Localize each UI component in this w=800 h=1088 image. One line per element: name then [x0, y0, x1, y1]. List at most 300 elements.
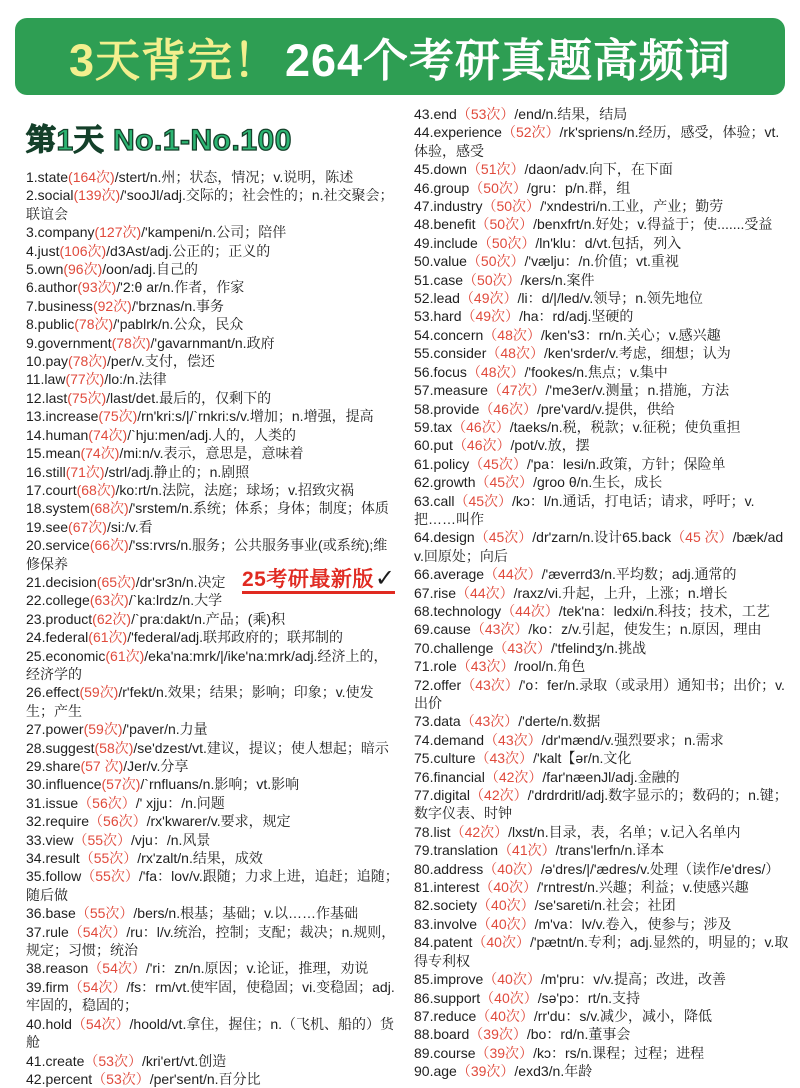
entry-count: （46次） — [452, 437, 511, 454]
entry-word: 9.government — [26, 334, 112, 351]
word-entry — [26, 242, 400, 260]
entry-count: (92次) — [92, 297, 132, 314]
word-entry — [414, 289, 790, 307]
entry-definition: /'xndestri/n.工业，产业；勤劳 — [540, 198, 724, 215]
entry-definition: /ha：rd/adj.坚硬的 — [519, 308, 634, 325]
entry-count: （40次） — [477, 915, 535, 932]
word-entry — [414, 105, 790, 123]
entry-count: （56次） — [78, 794, 136, 811]
entry-count: （55次） — [81, 868, 139, 885]
entry-word: 1.state — [26, 169, 69, 185]
entry-definition: /kers/n.案件 — [520, 271, 595, 288]
entry-count: (66次) — [89, 537, 129, 554]
entry-definition: /'brznas/n.事务 — [131, 297, 224, 314]
entry-word: 45.down — [414, 161, 467, 178]
entry-word: 12.last — [26, 389, 68, 406]
entry-count: （40次） — [480, 989, 538, 1006]
entry-word: 69.cause — [414, 621, 471, 638]
entry-count: （51次） — [466, 161, 525, 178]
entry-count: （40次） — [483, 860, 541, 877]
entry-count: （45次） — [469, 455, 527, 472]
word-entry — [414, 1007, 790, 1025]
word-entry — [26, 959, 400, 977]
entry-count: (58次) — [94, 739, 134, 756]
entry-definition: /'paver/n.力量 — [122, 721, 208, 738]
word-entry — [414, 915, 790, 933]
word-entry — [414, 381, 790, 399]
entry-word: 78.list — [414, 823, 451, 840]
entry-count: (61次) — [105, 647, 145, 664]
entry-count: （42次） — [450, 823, 509, 840]
entry-definition: /rk'spriens/n.经历，感受，体验；vt.体验，感受 — [414, 124, 780, 159]
entry-definition: /'fookes/n.焦点；v.集中 — [524, 363, 668, 380]
entry-count: (59次) — [79, 684, 119, 701]
entry-definition: /'vælju：/n.价值；vt.重视 — [524, 253, 679, 270]
entry-definition: /pre'vard/v.提供，供给 — [536, 400, 675, 417]
entry-definition: /strl/adj.静止的；n.剧照 — [104, 463, 250, 480]
entry-definition: /dr'zarn/n.设计 — [532, 529, 623, 546]
entry-count: (75次) — [67, 389, 107, 406]
entry-word: 76.financial — [414, 768, 485, 785]
entry-count: （50次） — [475, 216, 534, 233]
word-entry — [414, 271, 790, 289]
entry-count: (96次) — [63, 261, 103, 278]
entry-word: 36.base — [26, 905, 76, 922]
entry-word: 65.back — [622, 529, 672, 546]
entry-count: (78次) — [74, 316, 114, 333]
entry-definition: /dr'sr3n/n.决定 — [135, 573, 226, 590]
entry-word: 71.role — [414, 658, 457, 675]
entry-definition: /sə'pɔ：rt/n.支持 — [537, 989, 641, 1006]
entry-definition: /'pætnt/n.专利；adj.显然的，明显的；v.取得专利权 — [414, 934, 789, 969]
entry-definition: /'tfelindʒ/n.挑战 — [550, 639, 647, 656]
entry-definition: /`ka:lrdz/n.大学 — [128, 592, 223, 609]
entry-count: (74次) — [80, 445, 120, 462]
word-entry — [414, 989, 790, 1007]
entry-word: 52.lead — [414, 290, 460, 307]
entry-count: （55次） — [73, 831, 132, 848]
entry-definition: /pot/v.放，摆 — [510, 437, 590, 454]
entry-word: 88.board — [414, 1026, 470, 1043]
entry-word: 55.consider — [414, 345, 487, 362]
word-entry — [26, 564, 400, 592]
word-entry — [414, 123, 790, 160]
entry-count: （53次） — [84, 1052, 142, 1069]
word-list-left — [26, 168, 400, 1088]
entry-count: （46次） — [452, 418, 510, 435]
word-entry — [414, 492, 790, 529]
entry-count: （56次） — [89, 813, 147, 830]
entry-count: （50次） — [477, 234, 536, 251]
word-entry — [26, 260, 400, 278]
entry-definition: /dr'mænd/v.强烈要求；n.需求 — [541, 731, 724, 748]
entry-word: 39.firm — [26, 978, 69, 995]
word-entry — [26, 628, 400, 646]
entry-word: 28.suggest — [26, 739, 95, 756]
entry-definition: /`rnfluans/n.影响；vt.影响 — [140, 776, 300, 793]
entry-count: （42次） — [470, 787, 528, 804]
entry-word: 32.require — [26, 813, 90, 830]
entry-definition: /d3Ast/adj.公正的；正义的 — [106, 242, 271, 259]
word-entry — [26, 1015, 400, 1052]
entry-count: （53次） — [456, 106, 515, 122]
entry-definition: /benxfrt/n.好处；v.得益于；使.......受益 — [533, 216, 773, 233]
entry-count: (71次) — [65, 463, 105, 480]
entry-count: (62次) — [92, 610, 132, 627]
entry-word: 90.age — [414, 1063, 457, 1080]
entry-word: 61.policy — [414, 455, 470, 472]
word-entry — [414, 1044, 790, 1062]
word-entry — [26, 794, 400, 812]
entry-word: 44.experience — [414, 124, 502, 141]
word-entry — [414, 731, 790, 749]
entry-count: （49次） — [461, 308, 520, 325]
entry-definition: /rx'kwarer/v.要求，规定 — [146, 813, 291, 830]
entry-definition: /trans'lerfn/n.译本 — [555, 842, 665, 859]
entry-definition: /'drdrdritl/adj.数字显示的；数码的；n.键；数字仪表、时钟 — [414, 787, 788, 822]
word-entry — [26, 812, 400, 830]
entry-definition: /rool/n.角色 — [514, 658, 586, 675]
entry-definition: /last/det.最后的，仅剩下的 — [106, 389, 272, 406]
entry-count: （40次） — [479, 879, 537, 896]
entry-word: 64.design — [414, 529, 475, 546]
entry-count: (75次) — [98, 408, 138, 425]
word-entry — [414, 620, 790, 638]
entry-definition: /Jer/v.分享 — [123, 758, 189, 774]
entry-count: (68次) — [89, 500, 129, 517]
entry-count: (65次) — [96, 573, 136, 590]
header-banner — [15, 18, 785, 95]
entry-definition: /'derte/n.数据 — [518, 713, 601, 730]
entry-word: 13.increase — [26, 408, 99, 425]
entry-word: 75.culture — [414, 750, 476, 767]
entry-definition: /'kampeni/n.公司；陪伴 — [141, 224, 287, 241]
word-entry — [414, 160, 790, 178]
entry-definition: /groo θ/n.生长，成长 — [533, 474, 663, 491]
entry-definition: /se'dzest/vt.建议，提议；使人想起；暗示 — [133, 739, 389, 756]
entry-word: 84.patent — [414, 934, 473, 951]
entry-definition: /mi:n/v.表示，意思是，意味着 — [119, 445, 304, 462]
banner-title-text: 264个考研真题高频词 — [284, 35, 732, 86]
word-entry — [414, 1062, 790, 1080]
entry-count: (63次) — [89, 592, 129, 609]
entry-definition: /'federal/adj.联邦政府的；联邦制的 — [127, 629, 344, 646]
entry-definition: /'pablrk/n.公众，民众 — [113, 316, 244, 333]
entry-definition: /`pra:dakt/n.产品；(乘)积 — [131, 610, 286, 627]
entry-count: （43次） — [456, 658, 515, 675]
entry-word: 35.follow — [26, 868, 82, 885]
entry-definition: /exd3/n.年龄 — [514, 1063, 593, 1080]
entry-definition: /'æverrd3/n.平均数；adj.通常的 — [541, 566, 737, 583]
entry-definition: /oon/adj.自己的 — [102, 261, 198, 278]
entry-count: （39次） — [469, 1026, 527, 1043]
entry-definition: /rr'du：s/v.减少，减小，降低 — [533, 1007, 713, 1024]
entry-word: 41.create — [26, 1052, 85, 1069]
entry-word: 15.mean — [26, 445, 81, 462]
entry-definition: /'rntrest/n.兴趣；利益；v.使感兴趣 — [536, 879, 749, 896]
word-entry — [26, 168, 400, 186]
entry-count: （50次） — [466, 253, 525, 270]
entry-definition: /'pa：lesi/n.政策，方针；保险单 — [526, 455, 726, 472]
entry-definition: /gru：p/n.群，组 — [526, 179, 631, 196]
entry-definition: /`hju:men/adj.人的，人类的 — [127, 426, 297, 443]
edition-annotation-text: 25考研最新版 — [242, 567, 374, 591]
entry-count: （43次） — [460, 713, 519, 730]
entry-word: 70.challenge — [414, 639, 494, 656]
entry-word: 50.value — [414, 253, 467, 270]
word-entry — [414, 363, 790, 381]
word-entry — [26, 426, 400, 444]
entry-definition: /lxst/n.目录，表，名单；v.记入名单内 — [508, 823, 741, 840]
word-entry — [26, 518, 400, 536]
word-entry — [26, 1070, 400, 1088]
word-entry — [26, 904, 400, 922]
entry-definition: /'srstem/n.系统；体系；身体；制度；体质 — [128, 500, 389, 517]
entry-count: （39次） — [456, 1063, 515, 1080]
entry-count: （43次） — [484, 731, 542, 748]
entry-word: 7.business — [26, 297, 93, 314]
entry-count: （55次） — [79, 850, 138, 867]
word-entry — [26, 867, 400, 904]
entry-word: 23.product — [26, 610, 93, 627]
word-entry — [414, 676, 790, 713]
check-icon: ✓ — [374, 564, 395, 592]
entry-definition: /ken's3：rn/n.关心；v.感兴趣 — [540, 326, 721, 343]
entry-word: 51.case — [414, 271, 464, 288]
entry-word: 87.reduce — [414, 1007, 477, 1024]
entry-definition: /eka'na:mrk/|/ike'na:mrk/adj.经济上的，经济学的 — [26, 647, 388, 682]
entry-count: （48次） — [486, 345, 544, 362]
entry-definition: /far'næenJl/adj.金融的 — [542, 768, 680, 785]
word-entry — [26, 610, 400, 628]
entry-definition: /kɔ：l/n.通话，打电话；请求，呼吁；v.把……叫作 — [414, 492, 755, 527]
entry-word: 49.include — [414, 234, 478, 251]
word-entry — [414, 657, 790, 675]
entry-definition: /ə'dres/|/'ædres/v.处理（读作/e'dres/） — [540, 860, 780, 877]
word-entry — [26, 849, 400, 867]
entry-count: （40次） — [472, 934, 530, 951]
right-column — [414, 103, 790, 1088]
word-entry — [414, 896, 790, 914]
banner-highlight-text: 3天背完！ — [68, 35, 279, 86]
day-heading: 第1天 No.1-No.100 — [26, 124, 292, 157]
entry-word: 20.service — [26, 537, 90, 554]
entry-definition: /' xjju：/n.问题 — [135, 794, 225, 811]
word-entry — [414, 1025, 790, 1043]
entry-word: 86.support — [414, 989, 481, 1006]
entry-definition: /raxz/vi.升起，上升，上涨；n.增长 — [513, 584, 728, 601]
entry-word: 42.percent — [26, 1070, 93, 1087]
entry-count: （40次） — [483, 971, 541, 988]
entry-word: 11.law — [26, 371, 66, 388]
word-entry — [26, 278, 400, 296]
entry-count: （54次） — [68, 978, 127, 995]
entry-count: (127次) — [94, 224, 142, 241]
word-entry — [414, 455, 790, 473]
entry-definition: /bers/n.根基；基础；v.以……作基础 — [133, 905, 358, 922]
entry-word: 83.involve — [414, 915, 478, 932]
word-entry — [26, 407, 400, 425]
entry-word: 46.group — [414, 179, 470, 196]
entry-definition: /r'fekt/n.效果；结果；影响；印象；v.使发生；产生 — [26, 684, 374, 719]
entry-word: 74.demand — [414, 731, 485, 748]
entry-count: （44次） — [484, 566, 542, 583]
entry-word: 38.reason — [26, 960, 89, 977]
word-entry — [26, 389, 400, 407]
word-entry — [414, 418, 790, 436]
entry-count: （43次） — [461, 676, 519, 693]
entry-count: （43次） — [470, 621, 529, 638]
word-entry — [414, 878, 790, 896]
word-entry — [414, 602, 790, 620]
word-entry — [414, 639, 790, 657]
entry-word: 18.system — [26, 500, 90, 517]
entry-count: （50次） — [469, 179, 527, 196]
word-entry — [414, 307, 790, 325]
entry-word: 62.growth — [414, 474, 476, 491]
word-entry — [414, 786, 790, 823]
word-entry — [414, 179, 790, 197]
entry-word: 58.provide — [414, 400, 480, 417]
entry-definition: /'2:θ ar/n.作者，作家 — [116, 279, 245, 296]
word-entry — [414, 841, 790, 859]
word-entry — [414, 326, 790, 344]
entry-count: （39次） — [475, 1044, 534, 1061]
entry-word: 27.power — [26, 721, 84, 738]
entry-word: 16.still — [26, 463, 66, 480]
entry-word: 53.hard — [414, 308, 462, 325]
study-card — [0, 18, 800, 1087]
entry-definition: /'fa：lov/v.跟随；力求上进，追赶；追随；随后做 — [26, 868, 399, 903]
word-entry — [26, 923, 400, 960]
word-entry — [414, 234, 790, 252]
entry-count: （40次） — [477, 897, 535, 914]
entry-word: 4.just — [26, 242, 60, 259]
entry-count: (78次) — [68, 353, 107, 370]
word-entry — [414, 749, 790, 767]
word-entry — [26, 370, 400, 388]
entry-word: 59.tax — [414, 418, 453, 435]
left-column — [26, 103, 400, 1088]
entry-word: 29.share — [26, 758, 81, 774]
entry-definition: /hoold/vt.拿住，握住；n.（飞机、船的）货舱 — [26, 1015, 395, 1051]
entry-word: 24.federal — [26, 629, 89, 646]
entry-word: 89.course — [414, 1044, 476, 1061]
entry-word: 72.offer — [414, 676, 462, 693]
word-entry — [26, 481, 400, 499]
word-entry — [26, 739, 400, 757]
entry-word: 3.company — [26, 224, 95, 241]
entry-count: (106次) — [59, 242, 107, 259]
entry-word: 54.concern — [414, 326, 484, 343]
entry-definition: /kri'ert/vt.创造 — [141, 1052, 227, 1069]
word-entry — [414, 933, 790, 970]
entry-count: （54次） — [88, 960, 146, 977]
entry-definition: /m'va：lv/v.卷入，使参与；涉及 — [534, 915, 732, 932]
word-entry — [414, 712, 790, 730]
entry-count: (78次) — [111, 334, 151, 351]
entry-word: 6.author — [26, 279, 78, 296]
entry-word: 85.improve — [414, 971, 484, 988]
entry-definition: /lo:/n.法律 — [104, 371, 167, 388]
entry-word: 56.focus — [414, 363, 467, 380]
word-entry — [26, 315, 400, 333]
entry-word: 17.court — [26, 481, 77, 498]
entry-count: （48次） — [483, 326, 541, 343]
entry-definition: /bæk/adv.回原处；向后 — [414, 529, 784, 564]
entry-count: (67次) — [68, 518, 107, 535]
entry-definition: /'sooJl/adj.交际的；社会性的；n.社交聚会；联谊会 — [26, 187, 394, 222]
entry-word: 33.view — [26, 831, 74, 848]
word-entry — [414, 473, 790, 491]
entry-word: 57.measure — [414, 382, 488, 399]
entry-count: （54次） — [68, 923, 127, 940]
entry-count: （44次） — [456, 584, 514, 601]
entry-count: （50次） — [463, 271, 521, 288]
entry-definition: /si:/v.看 — [106, 518, 153, 535]
entry-definition: /se'sareti/n.社会；社团 — [534, 897, 676, 914]
entry-word: 63.call — [414, 492, 455, 509]
entry-word: 31.issue — [26, 794, 79, 811]
entry-count: （53次） — [92, 1070, 150, 1087]
entry-count: （54次） — [71, 1015, 130, 1032]
word-entry — [26, 978, 400, 1015]
word-entry — [26, 334, 400, 352]
entry-word: 43.end — [414, 106, 457, 122]
entry-count: (59次) — [83, 721, 123, 738]
entry-definition: /daon/adv.向下，在下面 — [524, 161, 673, 178]
entry-definition: /'me3er/v.测量；n.措施，方法 — [545, 382, 730, 399]
word-entry — [26, 1052, 400, 1070]
entry-count: （42次） — [484, 768, 543, 785]
word-entry — [414, 860, 790, 878]
entry-count: （47次） — [487, 382, 546, 399]
entry-definition: /vju：/n.风景 — [131, 831, 211, 848]
entry-count: （50次） — [482, 198, 541, 215]
entry-count: （45 次） — [671, 529, 733, 546]
word-entry — [26, 647, 400, 684]
entry-word: 21.decision — [26, 573, 97, 590]
word-entry — [414, 252, 790, 270]
entry-count: (93次) — [77, 279, 117, 296]
word-entry — [26, 352, 400, 370]
entry-count: (164次) — [68, 169, 115, 185]
entry-definition: /fs：rm/vt.使牢固，使稳固；vi.变稳固；adj.牢固的，稳固的； — [26, 978, 395, 1014]
word-entry — [414, 197, 790, 215]
word-entry — [26, 223, 400, 241]
entry-count: (68次) — [76, 481, 116, 498]
word-entry — [414, 215, 790, 233]
entry-count: （48次） — [466, 363, 525, 380]
word-entry — [26, 831, 400, 849]
entry-word: 40.hold — [26, 1015, 72, 1032]
word-entry — [26, 591, 400, 609]
entry-definition: /ken'srder/v.考虑，细想；认为 — [543, 345, 731, 362]
word-entry — [414, 400, 790, 418]
entry-word: 68.technology — [414, 602, 502, 619]
word-entry — [414, 436, 790, 454]
entry-definition: /stert/n.州；状态，情况；v.说明，陈述 — [114, 169, 354, 185]
entry-count: (57次) — [101, 776, 141, 793]
entry-count: (139次) — [73, 187, 121, 204]
entry-word: 37.rule — [26, 923, 69, 940]
entry-word: 2.social — [26, 187, 74, 204]
entry-definition: /'gavarnmant/n.政府 — [150, 334, 275, 351]
entry-word: 14.human — [26, 426, 89, 443]
word-entry — [26, 683, 400, 720]
word-entry — [414, 970, 790, 988]
entry-count: （43次） — [475, 750, 534, 767]
